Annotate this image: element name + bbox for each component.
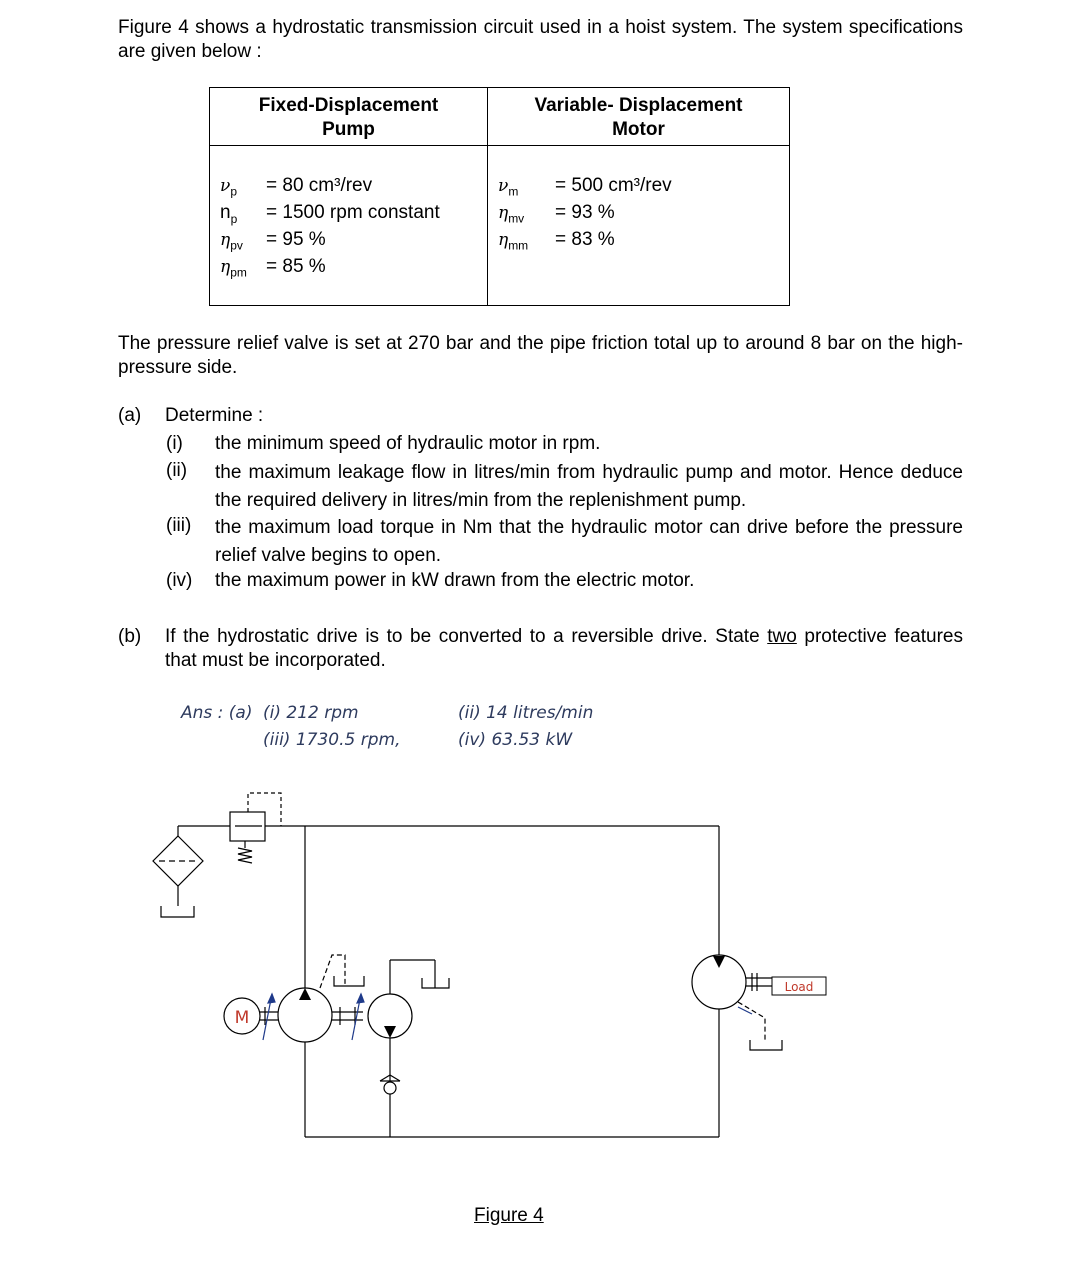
motor-header-text: Variable- Displacement Motor (534, 95, 743, 140)
part-a-label: (a) (118, 405, 142, 426)
tank-symbol (161, 906, 194, 917)
pump-triangle (299, 988, 311, 1000)
pump-drain-line (320, 955, 345, 988)
item-label: (ii) (166, 460, 188, 481)
item-label: (iv) (166, 570, 193, 591)
pump-header-text: Fixed-Displacement Pump (258, 95, 439, 140)
pump-spec-row (220, 199, 487, 226)
spec-value: = 80 cm³/rev (266, 175, 373, 196)
spec-table (209, 87, 790, 306)
answer-a-ii: (ii) 14 litres/min (458, 703, 594, 723)
pump-specs (210, 146, 488, 306)
item-text: the maximum leakage flow in litres/min from hydraulic pump and motor. Hence deduce the required delivery in litres/min from the replenishment pump. (215, 462, 963, 511)
figure-caption: Figure 4 (474, 1205, 544, 1226)
motor-spec-row (498, 226, 789, 253)
spec-symbol: $\eta_{pm}$ (220, 257, 247, 280)
charge-pump-triangle (384, 1026, 396, 1038)
motor-spec-row (498, 172, 789, 199)
variable-arrow-motor (738, 1007, 752, 1014)
motor-drain-line (738, 1002, 765, 1040)
motor-specs (488, 146, 790, 306)
motor-label: M (234, 1008, 250, 1028)
item-label: (i) (166, 433, 183, 454)
spec-symbol: $\nu_m$ (498, 176, 519, 199)
variable-arrow-head (268, 994, 275, 1003)
pump-spec-row (220, 226, 487, 253)
load-label: Load (784, 980, 814, 994)
answer-a-iii: (iii) 1730.5 rpm, (263, 730, 401, 750)
spec-value: = 1500 rpm constant (266, 202, 440, 223)
part-b-text: If the hydrostatic drive is to be converted to a reversible drive. State two protective features that must be incorporated. (165, 626, 963, 671)
hydraulic-circuit-diagram (0, 780, 1080, 1160)
pump-spec-row (220, 253, 487, 280)
tank-symbol (750, 1040, 782, 1050)
spec-symbol: $n_p$ (220, 202, 238, 226)
item-text: the maximum load torque in Nm that the hydraulic motor can drive before the pressure relief valve begins to open. (215, 517, 963, 566)
spec-value: = 85 % (266, 256, 326, 277)
answer-prefix: Ans : (a) (181, 703, 253, 723)
underlined-word: two (767, 626, 797, 647)
pump-header (210, 88, 488, 146)
part-a-heading: Determine : (165, 405, 264, 426)
spec-symbol: $\nu_p$ (220, 176, 238, 199)
motor-spec-row (498, 199, 789, 226)
check-valve (384, 1082, 396, 1094)
item-label: (iii) (166, 515, 192, 536)
variable-arrow-head (357, 994, 364, 1003)
spec-value: = 83 % (555, 229, 615, 250)
spec-symbol: $\eta_{mm}$ (498, 230, 529, 253)
tank-symbol (334, 976, 364, 986)
spec-symbol: $\eta_{mv}$ (498, 203, 525, 226)
relief-paragraph: The pressure relief valve is set at 270 bar and the pipe friction total up to around 8 bar on the high-pressure side. (118, 333, 963, 378)
item-text: the minimum speed of hydraulic motor in rpm. (215, 433, 601, 454)
motor-header (488, 88, 790, 146)
intro-paragraph: Figure 4 shows a hydrostatic transmission circuit used in a hoist system. The system specifications are given below : (118, 17, 963, 62)
part-b-label: (b) (118, 626, 142, 647)
motor-triangle (713, 956, 725, 968)
spec-value: = 500 cm³/rev (555, 175, 672, 196)
spec-value: = 93 % (555, 202, 615, 223)
spec-symbol: $\eta_{pv}$ (220, 230, 243, 253)
relief-valve-spring (238, 848, 252, 863)
pump-spec-row (220, 172, 487, 199)
answer-a-i: (i) 212 rpm (263, 703, 359, 723)
answer-a-iv: (iv) 63.53 kW (458, 730, 573, 750)
item-text: the maximum power in kW drawn from the electric motor. (215, 570, 695, 591)
spec-value: = 95 % (266, 229, 326, 250)
